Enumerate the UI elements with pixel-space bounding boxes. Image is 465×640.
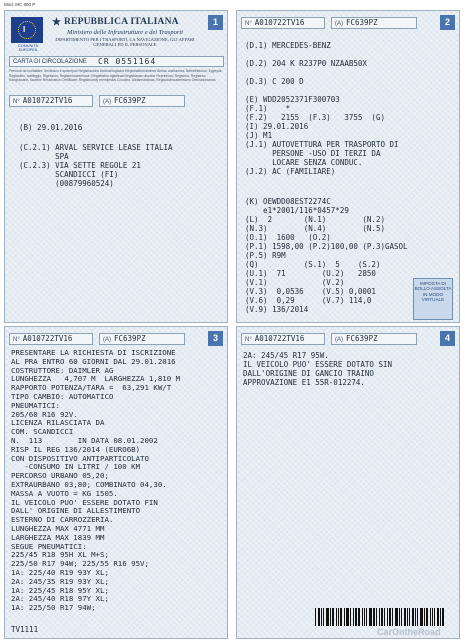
panel-number-badge: 2 <box>440 15 455 30</box>
eu-flag-icon <box>11 17 43 43</box>
document-title: CARTA DI CIRCOLAZIONE <box>13 59 87 65</box>
republic-title: REPUBBLICA ITALIANA <box>64 17 179 27</box>
panel-1-registration-header <box>4 10 228 323</box>
stamp-duty-seal: IMPOSTA DI BOLLO ASSOLTA IN MODO VIRTUALE <box>413 278 453 320</box>
country-code: I <box>23 25 26 34</box>
vehicle-identification-fields: (D.1) MERCEDES-BENZ (D.2) 204 K R237P0 NZAAB50X (D.3) C 200 D (E) WDD2052371F300703 (F.1) * (F.2) 2155 (F.3) 3755 (G) (I) 29.01.2016 (J) M1 (J.1) AUTOVETTURA PER TRASPORTO DI PERSONE -USO DI TERZI DA LOCARE SENZA CONDUC. (J.2) AC (FAMILIARE) <box>245 41 399 176</box>
italian-emblem-icon <box>52 17 61 27</box>
panel-4-notes-continued <box>236 326 460 639</box>
vehicle-technical-fields: (K) OEWDD08EST2274C e1*2001/116*0457*29 (L) 2 (N.1) (N.2) (N.3) (N.4) (N.5) (O.1) 1600 (O.2) (P.1) 1598,00 (P.2)100,00 (P.3)GASOL (P.5) R9M (Q) (S.1) 5 (S.2) (U.1) 71 (U.2) 2850 (V.1) (V.2) (V.3) 0,0536 (V.5) 0,0001 (V.6) 0,29 (V.7) 114,0 (V.9) 136/2014 <box>245 197 408 314</box>
panel-3-notes <box>4 326 228 639</box>
registration-number-box: N° A010722TV16 <box>9 95 93 107</box>
first-registration-date: (B) 29.01.2016 <box>19 123 83 132</box>
watermark: CarOntheRoad <box>377 627 441 637</box>
plate-box: (A) FC639PZ <box>99 95 185 107</box>
plate-box: (A) FC639PZ <box>331 333 417 345</box>
barcode <box>315 608 455 626</box>
plate-number: FC639PZ <box>114 96 146 105</box>
panel-number-badge: 4 <box>440 331 455 346</box>
form-code: Mod. MC 800 P <box>4 2 36 7</box>
eu-label: COMUNITÀ EUROPEA <box>17 44 39 53</box>
document-title-bar <box>9 56 224 67</box>
panel-number-badge: 3 <box>208 331 223 346</box>
owner-details: (C.2.1) ARVAL SERVICE LEASE ITALIA SPA (C.2.3) VIA SETTE REGOLE 21 SCANDICCI (FI) (00879960524) <box>19 143 173 188</box>
ministry-name: Ministero delle Infrastrutture e dei Trasporti <box>67 29 183 36</box>
department-name: DIPARTIMENTO PER I TRASPORTI, LA NAVIGAZIONE, GLI AFFARI GENERALI ED IL PERSONALE <box>55 37 195 47</box>
registration-number-box: N° A010722TV16 <box>241 17 325 29</box>
plate-box: (A) FC639PZ <box>99 333 185 345</box>
registration-number-box: N° A010722TV16 <box>241 333 325 345</box>
panel-number-badge: 1 <box>208 15 223 30</box>
multilingual-fine-print: Persona da contattare: IIIndirizzo e eparmpos Registrazione Anlanchiogacho Registrationhalmmer Abiras ursitraoxes, Bebriilnekoon, Egyeyak, Registdein, walileggo, Rigeskion, Registrioelcrenhose, Registratou agibiteaa Registraçao uisonne Reprinfoos, Registros, Registrioc Rangsboarin, Ilavebin Resistration Certificate, Registruciniy eremijeskis Cocolino, Alinamsinisrias, Regisatolmoatrehsions Omkraitonianas <box>9 69 223 83</box>
plate-box: (A) FC639PZ <box>331 17 417 29</box>
document-number: CR 0551164 <box>98 57 157 66</box>
registration-code: A010722TV16 <box>22 96 73 105</box>
registration-number-box: N° A010722TV16 <box>9 333 93 345</box>
annotations-text: PRESENTARE LA RICHIESTA DI ISCRIZIONE AL PRA ENTRO 60 GIORNI DAL 29.01.2016 COSTRUTTORE: DAIMLER AG LUNGHEZZA 4,707 M LARGHEZZA 1,810 M RAPPORTO POTENZA/TARA = 63,291 KW/T TIPO CAMBIO: AUTOMATICO PNEUMATICI: 205/60 R16 92V. LICENZA RILASCIATA DA COM. SCANDICCI N. 113 IN DATA 08.01.2002 RISP IL REG 136/2014 (EURO6B) CON DISPOSITIVO ANTIPARTICOLATO -CONSUMO IN LITRI / 100 KM PERCORSO URBANO 05,20; EXTRAURBANO 03,80; COMBINATO 04,30. MASSA A VUOTO = KG 1505. IL VEICOLO PUO' ESSERE DOTATO FIN DALL' ORIGINE DI ALLESTIMENTO ESTERNO DI CARROZZERIA. LUNGHEZZA MAX 4771 MM LARGHEZZA MAX 1839 MM SEGUE PNEUMATICI: 225/45 R18 95H XL M+S; 225/50 R17 94W; 225/55 R16 95V; 1A: 225/40 R19 93Y XL; 2A: 245/35 R19 93Y XL; 1A: 225/45 R18 95Y XL; 2A: 245/40 R18 97Y XL; 1A: 225/50 R17 94W; <box>11 348 181 613</box>
panel-2-vehicle-data <box>236 10 460 323</box>
annotations-continued-text: 2A: 245/45 R17 95W. IL VEICOLO PUO' ESSERE DOTATO SIN DALL'ORIGINE DI GANCIO TRAINO APPROVAZIONE E1 55R-012274. <box>243 351 393 387</box>
office-code: TV1111 <box>11 625 39 634</box>
